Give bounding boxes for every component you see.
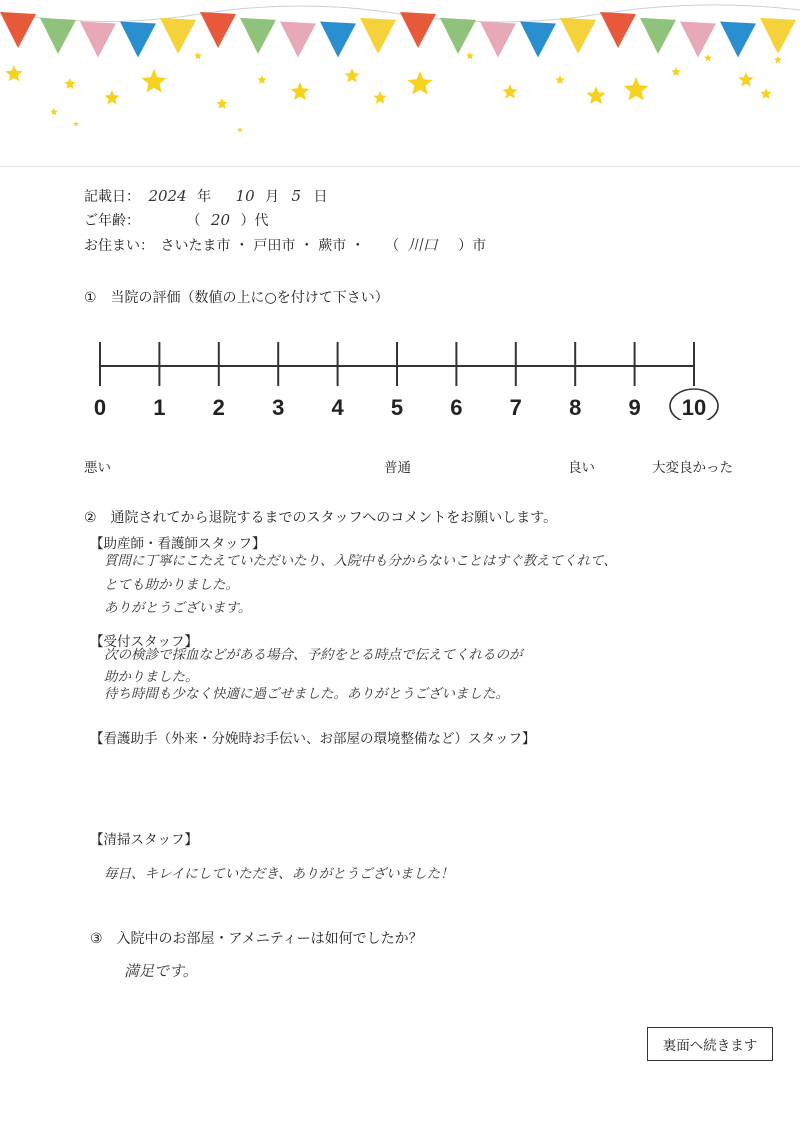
continue-label: 裏面へ続きます xyxy=(662,1038,758,1054)
bunting-flag xyxy=(480,22,516,58)
star-decoration xyxy=(408,71,433,95)
continue-on-back-box xyxy=(647,1027,773,1061)
bunting-flag xyxy=(0,12,36,48)
date-day: 5 xyxy=(291,187,302,205)
star-decoration xyxy=(237,127,243,132)
star-decoration xyxy=(142,69,167,93)
star-decoration xyxy=(373,91,386,104)
comment-midwife-1: 質問に丁寧にこたえていただいたり、入院中も分からないことはすぐ教えてくれて、 xyxy=(104,553,617,569)
scale-number-8[interactable]: 8 xyxy=(569,395,582,420)
star-decoration xyxy=(704,54,712,61)
scale-number-10[interactable]: 10 xyxy=(681,395,707,420)
scale-number-3[interactable]: 3 xyxy=(272,395,285,420)
bunting-flag xyxy=(200,12,236,48)
comment-midwife-3: ありがとうございます。 xyxy=(104,600,252,616)
bunting-flag xyxy=(40,18,76,54)
q2-title: ② 通院されてから退院するまでのスタッフへのコメントをお願いします。 xyxy=(84,510,558,526)
q1-title: ① 当院の評価（数値の上に○を付けて下さい） xyxy=(84,290,389,306)
bunting-flag xyxy=(320,22,356,58)
address-open: （ xyxy=(385,238,400,254)
star-decoration xyxy=(64,78,75,89)
star-decoration xyxy=(774,56,782,63)
star-decoration xyxy=(760,88,771,99)
staff-heading-cleaning: 【清掃スタッフ】 xyxy=(90,832,198,848)
comment-reception-1: 次の検診で採血などがある場合、予約をとる時点で伝えてくれるのが xyxy=(104,647,523,663)
bunting-flag xyxy=(280,22,316,58)
scale-number-1[interactable]: 1 xyxy=(153,395,166,420)
age-row xyxy=(84,210,268,230)
address-options: さいたま市 ・ 戸田市 ・ 蕨市 ・ xyxy=(160,238,365,254)
star-decoration xyxy=(5,65,22,81)
scale-number-9[interactable]: 9 xyxy=(628,395,641,420)
date-day-unit: 日 xyxy=(313,189,328,205)
address-row xyxy=(84,234,486,255)
bunting-flag xyxy=(680,22,716,58)
bunting-decoration xyxy=(0,0,800,140)
label-good: 良い xyxy=(568,460,595,476)
date-row xyxy=(84,186,328,206)
bunting-flag xyxy=(600,12,636,48)
star-decoration xyxy=(502,84,517,99)
scale-number-5[interactable]: 5 xyxy=(390,395,404,420)
scale-number-7[interactable]: 7 xyxy=(509,395,522,420)
bunting-string xyxy=(0,5,800,22)
star-decoration xyxy=(587,86,606,104)
bunting-flag xyxy=(760,18,796,54)
date-month-unit: 月 xyxy=(265,189,280,205)
bunting-flag xyxy=(360,18,396,54)
star-decoration xyxy=(555,75,565,84)
date-month: 10 xyxy=(235,187,255,205)
bunting-flag xyxy=(720,22,756,58)
star-decoration xyxy=(671,67,681,76)
address-close: ）市 xyxy=(458,238,487,254)
date-year: 2024 xyxy=(148,187,187,205)
bunting-flag xyxy=(520,22,556,58)
star-decoration xyxy=(466,52,474,59)
scale-number-6[interactable]: 6 xyxy=(450,395,463,420)
bunting-flag xyxy=(440,18,476,54)
star-decoration xyxy=(344,68,359,83)
label-normal: 普通 xyxy=(384,460,411,476)
address-value: 川口 xyxy=(407,236,438,254)
address-label: お住まい： xyxy=(84,238,154,254)
date-year-unit: 年 xyxy=(197,189,212,205)
comment-midwife-2: とても助かりました。 xyxy=(104,577,239,593)
star-decoration xyxy=(216,98,227,109)
age-close: ）代 xyxy=(240,213,269,229)
date-label: 記載日： xyxy=(84,189,140,205)
q3-answer: 満足です。 xyxy=(124,962,198,980)
star-decoration xyxy=(257,75,267,84)
staff-heading-assistant: 【看護助手（外来・分娩時お手伝い、お部屋の環境整備など）スタッフ】 xyxy=(90,731,536,747)
rating-scale xyxy=(0,330,800,420)
bunting-flag xyxy=(120,22,156,58)
star-decoration xyxy=(104,90,119,105)
comment-cleaning-1: 毎日、キレイにしていただき、ありがとうございました！ xyxy=(104,866,454,882)
star-decoration xyxy=(73,121,79,126)
bunting-flag xyxy=(400,12,436,48)
star-decoration xyxy=(738,72,753,87)
header-divider xyxy=(0,166,800,167)
q3-title: ③ 入院中のお部屋・アメニティーは如何でしたか？ xyxy=(90,931,423,947)
star-decoration xyxy=(50,108,58,115)
staff-heading-midwife: 【助産師・看護師スタッフ】 xyxy=(90,536,266,552)
scale-number-4[interactable]: 4 xyxy=(331,395,344,420)
age-label: ご年齢： xyxy=(84,213,140,229)
star-decoration xyxy=(291,82,310,100)
staff-heading-reception: 【受付スタッフ】 xyxy=(90,634,198,650)
bunting-flag xyxy=(80,22,116,58)
comment-reception-3: 待ち時間も少なく快適に過ごせました。ありがとうございました。 xyxy=(104,686,509,702)
star-decoration xyxy=(624,77,649,101)
bunting-flag xyxy=(560,18,596,54)
age-value: 20 xyxy=(210,211,230,229)
label-bad: 悪い xyxy=(84,460,111,476)
label-very-good: 大変良かった xyxy=(652,460,733,476)
scale-number-2[interactable]: 2 xyxy=(212,395,225,420)
bunting-flag xyxy=(160,18,196,54)
age-open: （ xyxy=(186,213,201,229)
scale-number-0[interactable]: 0 xyxy=(93,395,107,420)
star-decoration xyxy=(194,52,202,59)
comment-reception-2: 助かりました。 xyxy=(104,669,199,685)
bunting-flag xyxy=(640,18,676,54)
bunting-flag xyxy=(240,18,276,54)
